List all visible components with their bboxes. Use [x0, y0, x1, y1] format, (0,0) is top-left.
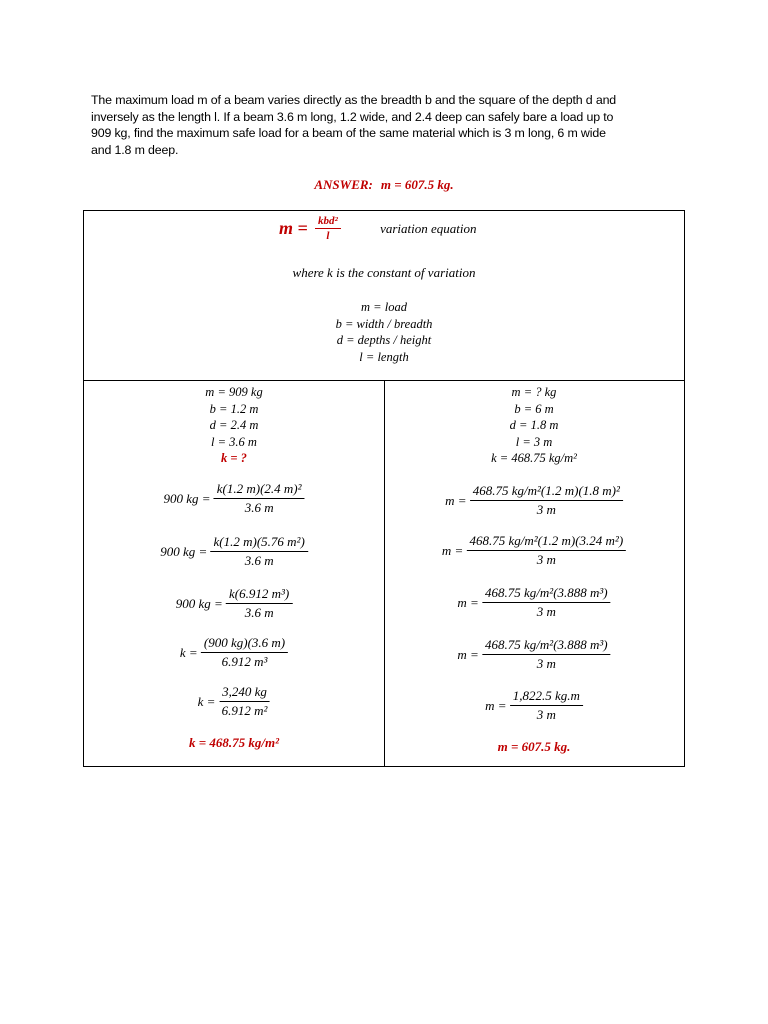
step-numerator: 468.75 kg/m²(3.888 m³) — [482, 585, 611, 603]
step-numerator: 468.75 kg/m²(3.888 m³) — [482, 637, 611, 655]
variable-definitions — [336, 299, 433, 365]
step-fraction — [226, 586, 292, 621]
step-numerator: k(6.912 m³) — [226, 586, 292, 604]
right-step — [457, 637, 610, 672]
given-item: b = 6 m — [514, 401, 554, 416]
step-fraction — [470, 483, 623, 518]
step-denominator: 3 m — [536, 502, 556, 517]
step-numerator: 1,822.5 kg.m — [510, 688, 583, 706]
left-step — [176, 586, 293, 621]
step-lhs: k = — [197, 693, 216, 709]
step-denominator: 3 m — [536, 707, 556, 722]
left-step — [163, 481, 304, 516]
step-lhs: m = — [485, 697, 507, 713]
answer-value: m = 607.5 kg. — [380, 177, 454, 192]
right-step — [457, 585, 610, 620]
step-numerator: (900 kg)(3.6 m) — [201, 635, 288, 653]
left-step — [160, 534, 308, 569]
step-fraction — [214, 481, 305, 516]
step-lhs: 900 kg = — [160, 543, 208, 559]
given-item: k = 468.75 kg/m² — [491, 451, 577, 465]
step-denominator: 3.6 m — [244, 605, 274, 620]
step-fraction — [510, 688, 583, 723]
step-numerator: 3,240 kg — [219, 684, 270, 702]
step-fraction — [482, 637, 611, 672]
step-denominator: 6.912 m² — [221, 703, 268, 718]
variation-numerator: kbd² — [315, 215, 341, 229]
step-fraction — [201, 635, 288, 670]
step-denominator: 3 m — [536, 552, 556, 567]
step-denominator: 3 m — [536, 604, 556, 619]
left-step — [180, 635, 288, 670]
step-fraction — [219, 684, 271, 719]
definition-item: l = length — [359, 349, 409, 364]
step-lhs: 900 kg = — [163, 490, 211, 506]
problem-line: The maximum load m of a beam varies directly as the breadth b and the square of the depth d and — [91, 93, 617, 107]
step-lhs: 900 kg = — [175, 595, 223, 611]
step-lhs: m = — [441, 542, 464, 558]
problem-statement — [91, 92, 681, 158]
variation-fraction — [315, 215, 341, 242]
problem-line: and 1.8 m deep. — [91, 142, 179, 157]
right-step — [445, 483, 623, 518]
given-item: l = 3.6 m — [211, 434, 257, 449]
right-step — [485, 688, 583, 723]
constant-note: where k is the constant of variation — [292, 265, 476, 280]
step-denominator: 3.6 m — [244, 553, 274, 568]
step-fraction — [482, 585, 611, 620]
variation-description: variation equation — [380, 220, 477, 236]
right-step — [442, 533, 626, 568]
step-denominator: 3.6 m — [244, 500, 274, 515]
right-given-values — [491, 384, 577, 467]
step-denominator: 3 m — [536, 656, 556, 671]
step-lhs: k = — [179, 644, 198, 660]
problem-line: 909 kg, find the maximum safe load for a beam of the same material which is 3 m long, 6 m wide — [91, 126, 606, 141]
m-result: m = 607.5 kg. — [497, 739, 571, 754]
step-numerator: k(1.2 m)(2.4 m)² — [214, 481, 305, 499]
given-item: d = 2.4 m — [209, 418, 259, 432]
definition-item: d = depths / height — [336, 333, 432, 347]
given-item: b = 1.2 m — [209, 401, 259, 416]
step-fraction — [467, 533, 627, 568]
solution-table — [83, 210, 685, 767]
given-item: d = 1.8 m — [509, 418, 559, 432]
step-lhs: m = — [457, 646, 479, 662]
variation-denominator: l — [326, 230, 330, 242]
given-item: l = 3 m — [515, 434, 553, 449]
left-given-values — [205, 384, 262, 467]
table-divider-vertical — [384, 380, 385, 766]
answer-label: ANSWER: — [314, 177, 373, 192]
variation-lhs: m = — [279, 218, 308, 238]
definition-item: b = width / breadth — [335, 316, 433, 331]
unknown-k: k = ? — [221, 451, 247, 465]
answer-line — [0, 177, 768, 193]
problem-line: inversely as the length l. If a beam 3.6 m long, 1.2 wide, and 2.4 deep can safely bare a load up to — [91, 109, 614, 124]
given-item: m = ? kg — [511, 385, 557, 399]
left-step — [198, 684, 271, 719]
k-result: k = 468.75 kg/m² — [188, 735, 280, 750]
step-lhs: m = — [457, 594, 479, 610]
step-lhs: m = — [445, 492, 467, 508]
given-item: m = 909 kg — [205, 385, 263, 399]
variation-equation — [279, 215, 477, 242]
step-numerator: k(1.2 m)(5.76 m²) — [211, 534, 308, 552]
definition-item: m = load — [361, 300, 407, 314]
step-numerator: 468.75 kg/m²(1.2 m)(3.24 m²) — [467, 533, 627, 551]
step-denominator: 6.912 m³ — [221, 654, 268, 669]
step-fraction — [211, 534, 308, 569]
step-numerator: 468.75 kg/m²(1.2 m)(1.8 m)² — [470, 483, 623, 501]
